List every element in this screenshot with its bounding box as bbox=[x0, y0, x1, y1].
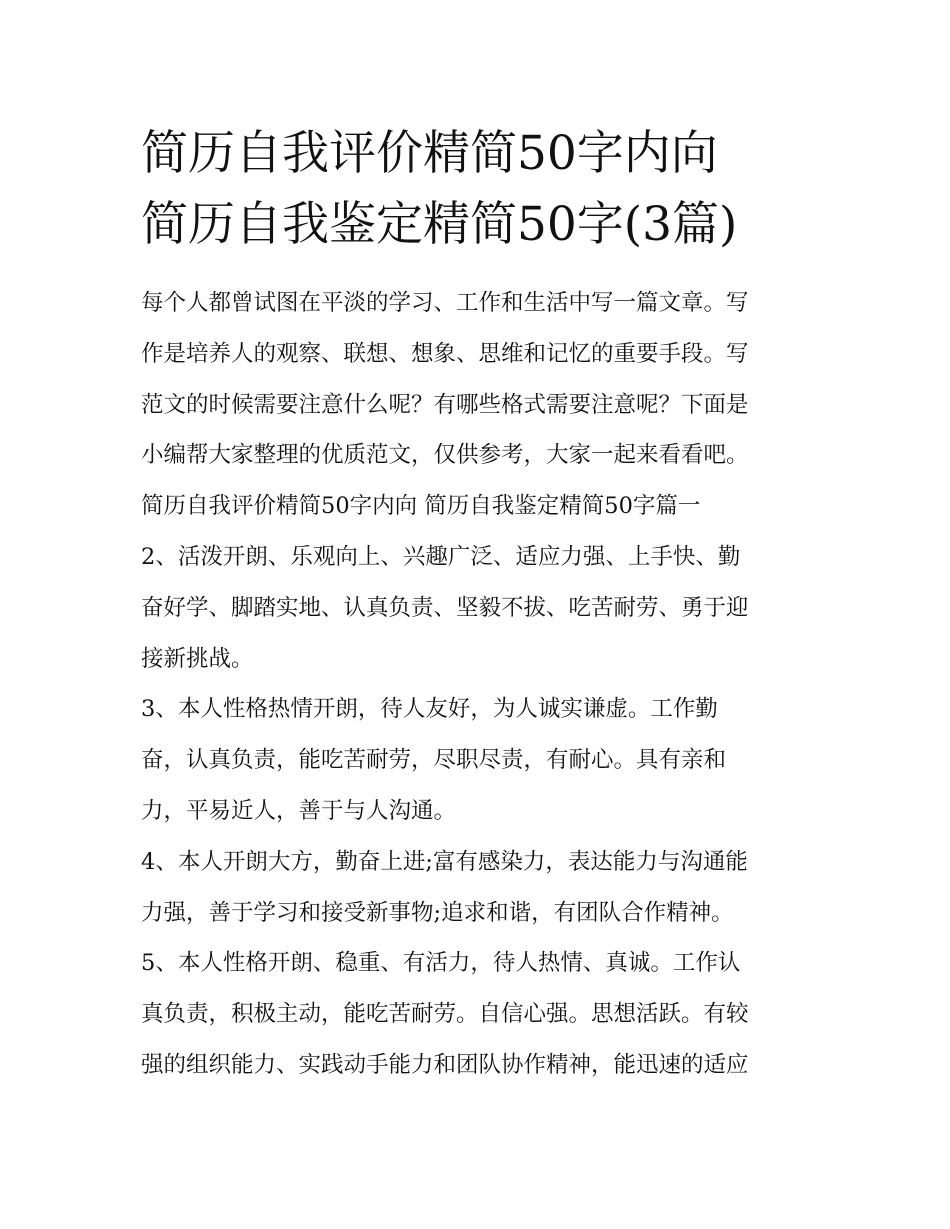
title-line-2: 简历自我鉴定精简50字(3篇) bbox=[141, 197, 738, 252]
document-title bbox=[141, 118, 821, 260]
body-line: 2、活泼开朗、乐观向上、兴趣广泛、适应力强、上手快、勤 bbox=[141, 543, 741, 570]
body-line: 作是培养人的观察、联想、想象、思维和记忆的重要手段。写 bbox=[141, 340, 749, 367]
body-line: 奋好学、脚踏实地、认真负责、坚毅不拔、吃苦耐劳、勇于迎 bbox=[141, 594, 749, 621]
body-line: 5、本人性格开朗、稳重、有活力，待人热情、真诚。工作认 bbox=[141, 950, 741, 977]
body-line: 力强，善于学习和接受新事物;追求和谐，有团队合作精神。 bbox=[141, 899, 734, 926]
body-line: 每个人都曾试图在平淡的学习、工作和生活中写一篇文章。写 bbox=[141, 290, 749, 316]
body-line: 强的组织能力、实践动手能力和团队协作精神，能迅速的适应 bbox=[141, 1051, 749, 1078]
document-body bbox=[141, 278, 821, 1091]
body-line: 4、本人开朗大方，勤奋上进;富有感染力，表达能力与沟通能 bbox=[141, 848, 748, 875]
title-line-1: 简历自我评价精简50字内向 bbox=[141, 126, 718, 181]
body-line: 真负责，积极主动，能吃苦耐劳。自信心强。思想活跃。有较 bbox=[141, 1001, 749, 1028]
body-line: 范文的时候需要注意什么呢？有哪些格式需要注意呢？下面是 bbox=[141, 391, 749, 418]
body-line: 小编帮大家整理的优质范文，仅供参考，大家一起来看看吧。 bbox=[141, 442, 749, 469]
section-heading-line: 简历自我评价精简50字内向 简历自我鉴定精简50字篇一 bbox=[141, 493, 701, 520]
body-line: 力，平易近人，善于与人沟通。 bbox=[141, 797, 457, 824]
body-line: 奋，认真负责，能吃苦耐劳，尽职尽责，有耐心。具有亲和 bbox=[141, 747, 727, 774]
body-line: 3、本人性格热情开朗，待人友好，为人诚实谦虚。工作勤 bbox=[141, 696, 718, 723]
body-line: 接新挑战。 bbox=[141, 645, 254, 672]
